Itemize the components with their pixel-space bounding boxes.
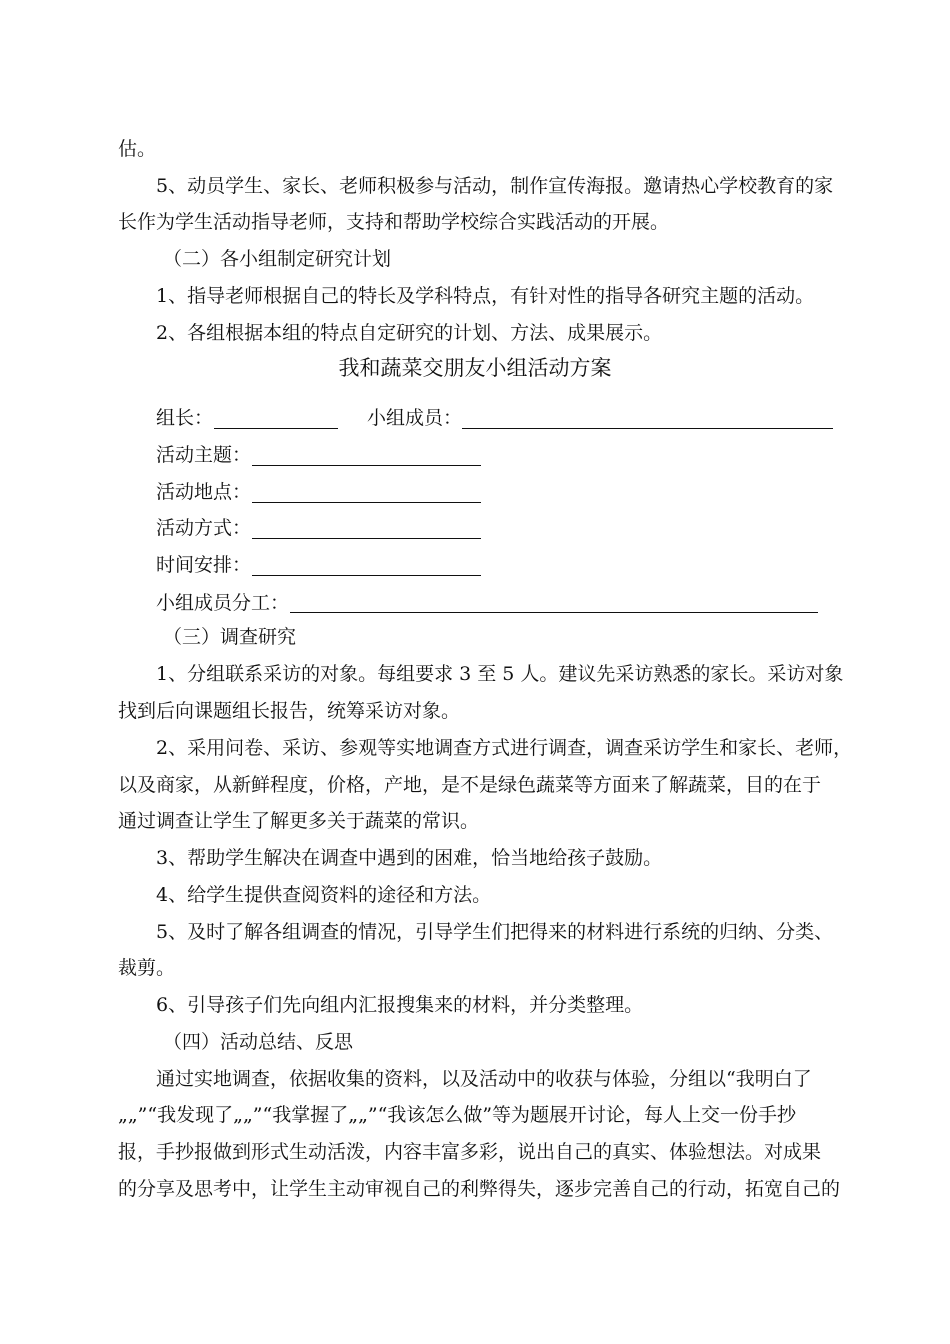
division-blank: [290, 612, 818, 613]
paragraph-line: 裁剪。: [118, 957, 176, 979]
paragraph-line: 的分享及思考中，让学生主动审视自己的利弊得失，逐步完善自己的行动，拓宽自己的: [118, 1178, 841, 1200]
leader-label: 组长：: [156, 407, 214, 429]
paragraph-line: 1、分组联系采访的对象。每组要求 3 至 5 人。建议先采访熟悉的家长。采访对象: [156, 663, 844, 685]
paragraph-line: 以及商家，从新鲜程度，价格，产地，是不是绿色蔬菜等方面来了解蔬菜，目的在于: [118, 774, 822, 796]
paragraph-line: 2、采用问卷、采访、参观等实地调查方式进行调查，调查采访学生和家长、老师，: [156, 737, 853, 759]
place-label: 活动地点：: [156, 481, 252, 503]
paragraph-line: 4、给学生提供查阅资料的途径和方法。: [156, 884, 492, 906]
paragraph-line: 6、引导孩子们先向组内汇报搜集来的材料，并分类整理。: [156, 994, 644, 1016]
paragraph-line: 3、帮助学生解决在调查中遇到的困难，恰当地给孩子鼓励。: [156, 847, 663, 869]
paragraph-line: „„”“我发现了„„”“我掌握了„„”“我该怎么做”等为题展开讨论，每人上交一份手抄: [118, 1104, 797, 1126]
schedule-blank: [252, 575, 481, 576]
paragraph-line: 通过实地调查，依据收集的资料，以及活动中的收获与体验，分组以“我明白了: [156, 1068, 812, 1090]
paragraph-line: 5、及时了解各组调查的情况，引导学生们把得来的材料进行系统的归纳、分类、: [156, 921, 834, 943]
members-label: 小组成员：: [367, 407, 463, 429]
paragraph-line: 报，手抄报做到形式生动活泼，内容丰富多彩，说出自己的真实、体验想法。对成果: [118, 1141, 822, 1163]
method-blank: [252, 538, 481, 539]
paragraph-line: 估。: [118, 138, 157, 160]
section-heading: （二）各小组制定研究计划: [163, 248, 392, 270]
members-blank: [462, 428, 833, 429]
schedule-label: 时间安排：: [156, 554, 252, 576]
theme-blank: [252, 465, 481, 466]
section-heading: （四）活动总结、反思: [163, 1031, 354, 1053]
paragraph-line: 1、指导老师根据自己的特长及学科特点，有针对性的指导各研究主题的活动。: [156, 285, 815, 307]
method-label: 活动方式：: [156, 517, 252, 539]
leader-blank: [214, 428, 338, 429]
paragraph-line: 5、动员学生、家长、老师积极参与活动，制作宣传海报。邀请热心学校教育的家: [156, 175, 834, 197]
form-title: 我和蔬菜交朋友小组活动方案: [338, 356, 612, 380]
paragraph-line: 长作为学生活动指导老师，支持和帮助学校综合实践活动的开展。: [118, 211, 670, 233]
place-blank: [252, 502, 481, 503]
theme-label: 活动主题：: [156, 444, 252, 466]
division-label: 小组成员分工：: [156, 592, 290, 614]
paragraph-line: 2、各组根据本组的特点自定研究的计划、方法、成果展示。: [156, 322, 663, 344]
paragraph-line: 通过调查让学生了解更多关于蔬菜的常识。: [118, 810, 480, 832]
paragraph-line: 找到后向课题组长报告，统筹采访对象。: [118, 700, 461, 722]
section-heading: （三）调查研究: [163, 626, 297, 648]
